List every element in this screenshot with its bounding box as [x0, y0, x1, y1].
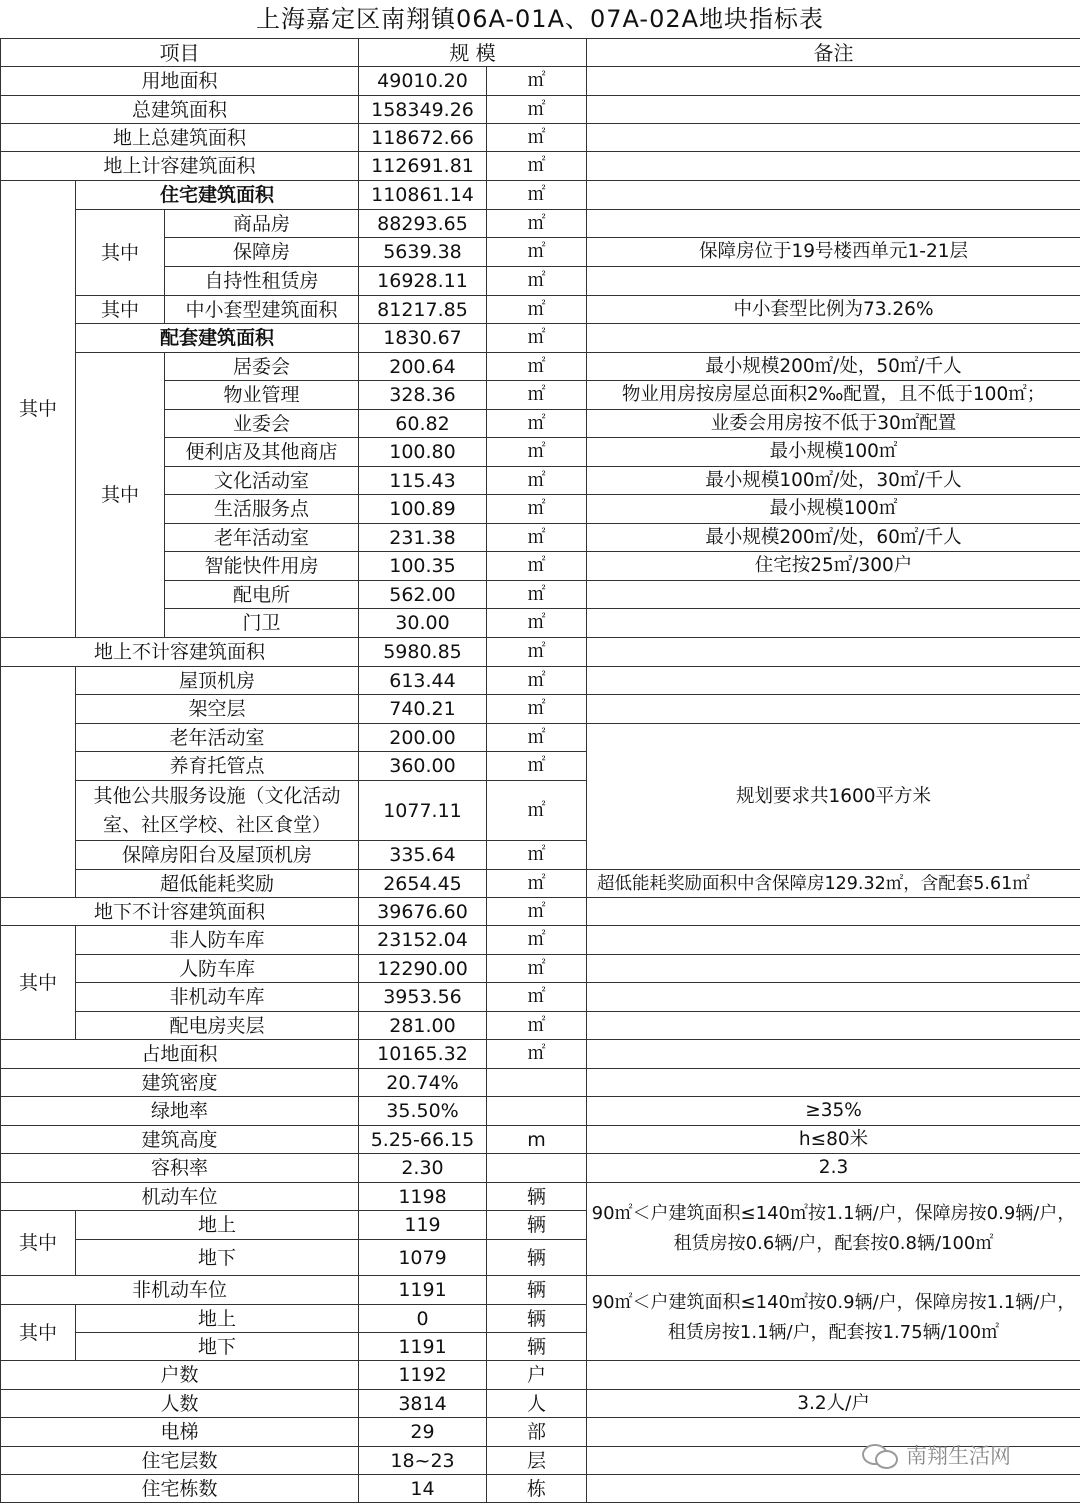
- table-row: 其中 中小套型建筑面积 81217.85 ㎡ 中小套型比例为73.26%: [1, 296, 1080, 324]
- table-row: 建筑密度 20.74%: [1, 1069, 1080, 1097]
- table-row: 老年活动室 231.38 ㎡ 最小规模200㎡/处，60㎡/千人: [1, 524, 1080, 552]
- table-row: 屋顶机房 613.44 ㎡: [1, 667, 1080, 695]
- table-row: 其他公共服务设施（文化活动室、社区学校、社区食堂） 1077.11 ㎡: [1, 781, 1080, 841]
- table-row: 人防车库 12290.00 ㎡: [1, 955, 1080, 983]
- table-row: 其中 非人防车库 23152.04 ㎡: [1, 926, 1080, 955]
- table-row: 超低能耗奖励 2654.45 ㎡ 超低能耗奖励面积中含保障房129.32㎡，含配套5.61㎡: [1, 870, 1080, 898]
- table-row: 其中 居委会 200.64 ㎡ 最小规模200㎡/处，50㎡/千人: [1, 353, 1080, 381]
- table-row: 自持性租赁房 16928.11 ㎡: [1, 267, 1080, 296]
- table-row: 占地面积 10165.32 ㎡: [1, 1040, 1080, 1069]
- table-row: 其中 住宅建筑面积 110861.14 ㎡: [1, 181, 1080, 210]
- table-row: 容积率 2.30 2.3: [1, 1154, 1080, 1183]
- header-item: 项目: [1, 39, 359, 67]
- table-row: 其中 地上 119 辆: [1, 1211, 1080, 1240]
- group-label: 其中: [1, 926, 76, 1040]
- table-row: 建筑高度 5.25-66.15 m h≤80米: [1, 1126, 1080, 1154]
- car-parking-note: 90㎡＜户建筑面积≤140㎡按1.1辆/户，保障房按0.9辆/户，租赁房按0.6辆/户，配套按0.8辆/100㎡: [587, 1183, 1080, 1276]
- group-label: 其中: [76, 296, 165, 324]
- table-row: 架空层 740.21 ㎡: [1, 695, 1080, 724]
- table-row: 文化活动室 115.43 ㎡ 最小规模100㎡/处，30㎡/千人: [1, 467, 1080, 495]
- table-row: 业委会 60.82 ㎡ 业委会用房按不低于30㎡配置: [1, 410, 1080, 438]
- table-row: 机动车位 1198 辆 90㎡＜户建筑面积≤140㎡按1.1辆/户，保障房按0.9辆/户，租赁房按0.6辆/户，配套按0.8辆/100㎡: [1, 1183, 1080, 1211]
- table-row: 总建筑面积 158349.26 ㎡: [1, 96, 1080, 124]
- table-row: 绿地率 35.50% ≥35%: [1, 1097, 1080, 1126]
- table-header: [1, 39, 1080, 67]
- indicator-table: [0, 38, 1080, 1503]
- group-label: 其中: [1, 1211, 76, 1276]
- table-row: 养育托管点 360.00 ㎡: [1, 752, 1080, 781]
- table-row: 物业管理 328.36 ㎡ 物业用房按房屋总面积2‰配置，且不低于100㎡；: [1, 381, 1080, 410]
- table-row: 地下不计容建筑面积 39676.60 ㎡: [1, 898, 1080, 926]
- table-row: 地上不计容建筑面积 5980.85 ㎡: [1, 638, 1080, 667]
- group-label: 其中: [76, 210, 165, 296]
- table-row: 非机动车库 3953.56 ㎡: [1, 983, 1080, 1012]
- table-row: 地下 1191 辆: [1, 1333, 1080, 1361]
- table-row: 人数 3814 人 3.2人/户: [1, 1390, 1080, 1418]
- table-row: 老年活动室 200.00 ㎡ 规划要求共1600平方米: [1, 724, 1080, 752]
- table-row: 便利店及其他商店 100.80 ㎡ 最小规模100㎡: [1, 438, 1080, 467]
- header-note: 备注: [587, 39, 1080, 67]
- table-row: 户数 1192 户: [1, 1361, 1080, 1390]
- table-row: 地下 1079 辆: [1, 1240, 1080, 1276]
- bike-parking-note: 90㎡＜户建筑面积≤140㎡按0.9辆/户，保障房按1.1辆/户，租赁房按1.1辆/户，配套按1.75辆/100㎡: [587, 1276, 1080, 1361]
- table-row: 地上总建筑面积 118672.66 ㎡: [1, 124, 1080, 152]
- table-row: 住宅栋数 14 栋: [1, 1475, 1080, 1503]
- watermark: [862, 1440, 1011, 1470]
- table-row: 配套建筑面积 1830.67 ㎡: [1, 324, 1080, 353]
- table-row: 非机动车位 1191 辆 90㎡＜户建筑面积≤140㎡按0.9辆/户，保障房按1.1辆/户，租赁房按1.1辆/户，配套按1.75辆/100㎡: [1, 1276, 1080, 1305]
- watermark-text: 南翔生活网: [906, 1440, 1011, 1470]
- table-row: 保障房 5639.38 ㎡ 保障房位于19号楼西单元1-21层: [1, 238, 1080, 267]
- table-row: 其中 商品房 88293.65 ㎡: [1, 210, 1080, 238]
- table-row: 生活服务点 100.89 ㎡ 最小规模100㎡: [1, 495, 1080, 524]
- table-row: 地上计容建筑面积 112691.81 ㎡: [1, 152, 1080, 181]
- table-row: 用地面积 49010.20 ㎡: [1, 67, 1080, 96]
- table-row: 电梯 29 部: [1, 1418, 1080, 1447]
- group-label: 其中: [1, 181, 76, 638]
- page-title: 上海嘉定区南翔镇06A-01A、07A-02A地块指标表: [0, 0, 1080, 38]
- header-scale: 规 模: [359, 39, 587, 67]
- wechat-icon: [862, 1441, 898, 1469]
- table-row: 其中 地上 0 辆: [1, 1305, 1080, 1333]
- table-row: 智能快件用房 100.35 ㎡ 住宅按25㎡/300户: [1, 552, 1080, 581]
- group-label: 其中: [76, 353, 165, 638]
- table-row: 住宅层数 18~23 层: [1, 1447, 1080, 1475]
- planning-note: 规划要求共1600平方米: [587, 724, 1080, 870]
- table-row: 门卫 30.00 ㎡: [1, 609, 1080, 638]
- group-label: 其中: [1, 1305, 76, 1361]
- table-row: 保障房阳台及屋顶机房 335.64 ㎡: [1, 841, 1080, 870]
- table-row: 配电房夹层 281.00 ㎡: [1, 1012, 1080, 1040]
- table-row: 配电所 562.00 ㎡: [1, 581, 1080, 609]
